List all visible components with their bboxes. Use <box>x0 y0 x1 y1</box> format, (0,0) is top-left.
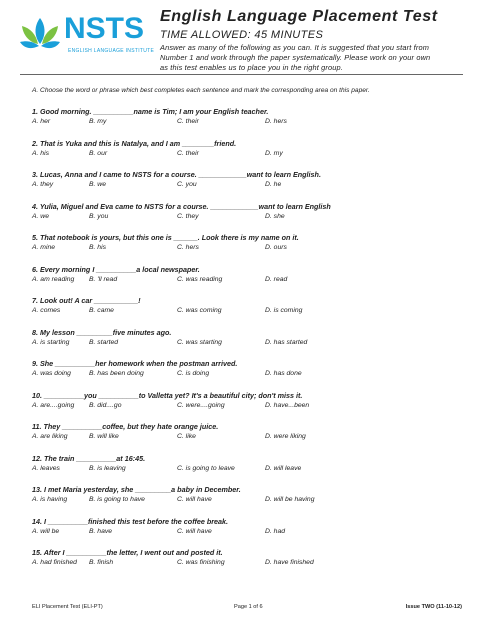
logo-wordmark: NSTS <box>64 12 145 45</box>
question-item <box>32 358 472 390</box>
answer-options <box>32 307 472 319</box>
answer-options <box>32 150 472 162</box>
answer-option-a[interactable]: A. was doing <box>32 370 71 377</box>
answer-option-c[interactable]: C. like <box>177 433 196 440</box>
answer-option-c[interactable]: C. was finishing <box>177 559 225 566</box>
answer-option-b[interactable]: B. we <box>89 181 106 188</box>
answer-option-c[interactable]: C. their <box>177 118 199 125</box>
question-text: 2. That is Yuka and this is Natalya, and I am ________friend. <box>32 138 237 148</box>
question-text: 8. My lesson _________five minutes ago. <box>32 327 172 337</box>
leaf-logo-icon <box>18 14 62 58</box>
question-item <box>32 264 472 296</box>
question-item <box>32 484 472 516</box>
answer-option-a[interactable]: A. are liking <box>32 433 68 440</box>
question-item <box>32 421 472 453</box>
answer-option-c[interactable]: C. will have <box>177 496 212 503</box>
question-text: 14. I __________finished this test before the coffee break. <box>32 516 229 526</box>
answer-options <box>32 213 472 225</box>
answer-option-b[interactable]: B. is leaving <box>89 464 126 472</box>
answer-options <box>32 559 472 571</box>
answer-option-c[interactable]: C. will have <box>177 527 212 535</box>
question-text: 3. Lucas, Anna and I came to NSTS for a course. ____________want to learn English. <box>32 170 321 179</box>
answer-option-b[interactable]: B. finish <box>89 559 114 566</box>
question-text: 9. She __________her homework when the postman arrived. <box>32 359 238 368</box>
question-item <box>32 453 472 485</box>
answer-options <box>32 370 472 382</box>
page-title: English Language Placement Test <box>160 8 438 25</box>
answer-option-a[interactable]: A. will be <box>32 527 60 535</box>
question-text: 4. Yulia, Miguel and Eva came to NSTS for a course. ____________want to learn English <box>32 201 331 211</box>
answer-options <box>32 402 472 414</box>
question-item <box>32 201 472 233</box>
question-text: 6. Every morning I __________a local newspaper. <box>32 264 200 274</box>
question-text: 5. That notebook is yours, but this one is ______. Look there is my name on it. <box>32 233 299 242</box>
answer-option-d[interactable]: D. were liking <box>265 433 306 440</box>
answer-option-c[interactable]: C. were....going <box>177 401 225 409</box>
answer-option-b[interactable]: B. my <box>89 118 107 125</box>
header-divider <box>20 74 463 75</box>
answer-option-a[interactable]: A. am reading <box>32 275 75 283</box>
answer-option-d[interactable]: D. will leave <box>265 464 302 472</box>
footer-document-code: ELI Placement Test (ELI-PT) <box>32 604 103 610</box>
answer-option-c[interactable]: C. was reading <box>177 275 223 283</box>
question-text: 12. The train __________at 16:45. <box>32 453 146 463</box>
question-list <box>32 106 472 579</box>
answer-option-b[interactable]: B. started <box>89 338 119 346</box>
answer-option-d[interactable]: D. hers <box>265 118 287 125</box>
answer-option-a[interactable]: A. they <box>32 181 54 188</box>
question-item <box>32 390 472 422</box>
question-text: 11. They __________coffee, but they hate orange juice. <box>32 422 219 431</box>
answer-option-d[interactable]: D. have finished <box>265 559 314 566</box>
answer-option-a[interactable]: A. is having <box>32 496 68 503</box>
answer-option-b[interactable]: B. his <box>89 244 106 251</box>
answer-option-a[interactable]: A. mine <box>32 244 56 251</box>
answer-option-b[interactable]: B. will like <box>89 433 119 440</box>
question-item <box>32 516 472 548</box>
answer-option-c[interactable]: C. they <box>177 212 199 220</box>
answer-option-d[interactable]: D. she <box>265 212 285 220</box>
intro-line: Number 1 and work through the paper systematically. Please work on your own <box>160 53 431 62</box>
answer-option-a[interactable]: A. had finished <box>32 559 77 566</box>
intro-text <box>160 43 490 73</box>
answer-option-c[interactable]: C. their <box>177 149 199 157</box>
answer-options <box>32 528 472 540</box>
question-item <box>32 547 472 579</box>
answer-option-b[interactable]: B. did....go <box>89 401 122 409</box>
answer-option-d[interactable]: D. have...been <box>265 401 310 409</box>
section-instruction: A. Choose the word or phrase which best completes each sentence and mark the corresponding area on this paper. <box>32 87 370 94</box>
answer-option-b[interactable]: B. 'll read <box>89 275 118 283</box>
answer-option-a[interactable]: A. his <box>32 149 49 157</box>
answer-options <box>32 276 472 288</box>
answer-option-c[interactable]: C. is doing <box>177 370 210 377</box>
answer-options <box>32 339 472 351</box>
answer-option-a[interactable]: A. is starting <box>32 338 70 346</box>
answer-option-c[interactable]: C. hers <box>177 244 199 251</box>
answer-options <box>32 465 472 477</box>
answer-option-b[interactable]: B. our <box>89 149 108 157</box>
answer-option-c[interactable]: C. was starting <box>177 338 222 346</box>
question-text: 13. I met Maria yesterday, she _________a baby in December. <box>32 485 241 494</box>
question-item <box>32 138 472 170</box>
answer-option-a[interactable]: A. comes <box>32 307 61 314</box>
answer-option-c[interactable]: C. was coming <box>177 307 222 314</box>
nsts-logo <box>18 8 155 62</box>
answer-options <box>32 181 472 193</box>
question-text: 10. __________you __________to Valletta yet? It's a beautiful city; don't miss it. <box>32 390 303 400</box>
logo-subtitle: ENGLISH LANGUAGE INSTITUTE <box>68 48 155 54</box>
answer-option-b[interactable]: B. has been doing <box>89 370 144 377</box>
answer-option-d[interactable]: D. had <box>265 527 286 535</box>
answer-option-d[interactable]: D. he <box>265 181 282 188</box>
intro-line: as this test enables us to place you in the right group. <box>160 63 344 72</box>
answer-option-d[interactable]: D. ours <box>265 244 287 251</box>
question-text: 7. Look out! A car ___________! <box>32 296 141 305</box>
answer-option-d[interactable]: D. has started <box>265 338 308 346</box>
answer-option-d[interactable]: D. read <box>265 275 288 283</box>
answer-options <box>32 118 472 130</box>
intro-line: Answer as many of the following as you can. It is suggested that you start from <box>160 43 430 52</box>
question-item <box>32 327 472 359</box>
question-item <box>32 232 472 264</box>
answer-option-b[interactable]: B. is going to have <box>89 496 145 503</box>
question-item <box>32 169 472 201</box>
answer-option-c[interactable]: C. is going to leave <box>177 464 235 472</box>
answer-option-b[interactable]: B. you <box>89 212 109 220</box>
answer-options <box>32 496 472 508</box>
answer-option-d[interactable]: D. my <box>265 149 283 157</box>
answer-option-d[interactable]: D. has done <box>265 370 302 377</box>
answer-option-b[interactable]: B. have <box>89 527 113 535</box>
answer-option-d[interactable]: D. is coming <box>265 307 303 314</box>
question-text: 1. Good morning. __________name is Tim; I am your English teacher. <box>32 107 269 116</box>
answer-option-a[interactable]: A. are....going <box>32 401 75 409</box>
time-allowed: TIME ALLOWED: 45 MINUTES <box>160 29 324 41</box>
answer-option-a[interactable]: A. leaves <box>32 464 60 472</box>
footer-issue: Issue TWO (11-10-12) <box>405 604 462 610</box>
test-header <box>160 8 490 73</box>
question-text: 15. After I __________the letter, I went out and posted it. <box>32 548 223 557</box>
answer-option-a[interactable]: A. her <box>32 118 51 125</box>
question-item <box>32 106 472 138</box>
footer-page-number: Page 1 of 6 <box>234 604 263 610</box>
answer-option-b[interactable]: B. came <box>89 307 114 314</box>
question-item <box>32 295 472 327</box>
answer-options <box>32 244 472 256</box>
answer-option-c[interactable]: C. you <box>177 181 197 188</box>
answer-option-d[interactable]: D. will be having <box>265 496 315 503</box>
answer-option-a[interactable]: A. we <box>32 212 49 220</box>
answer-options <box>32 433 472 445</box>
